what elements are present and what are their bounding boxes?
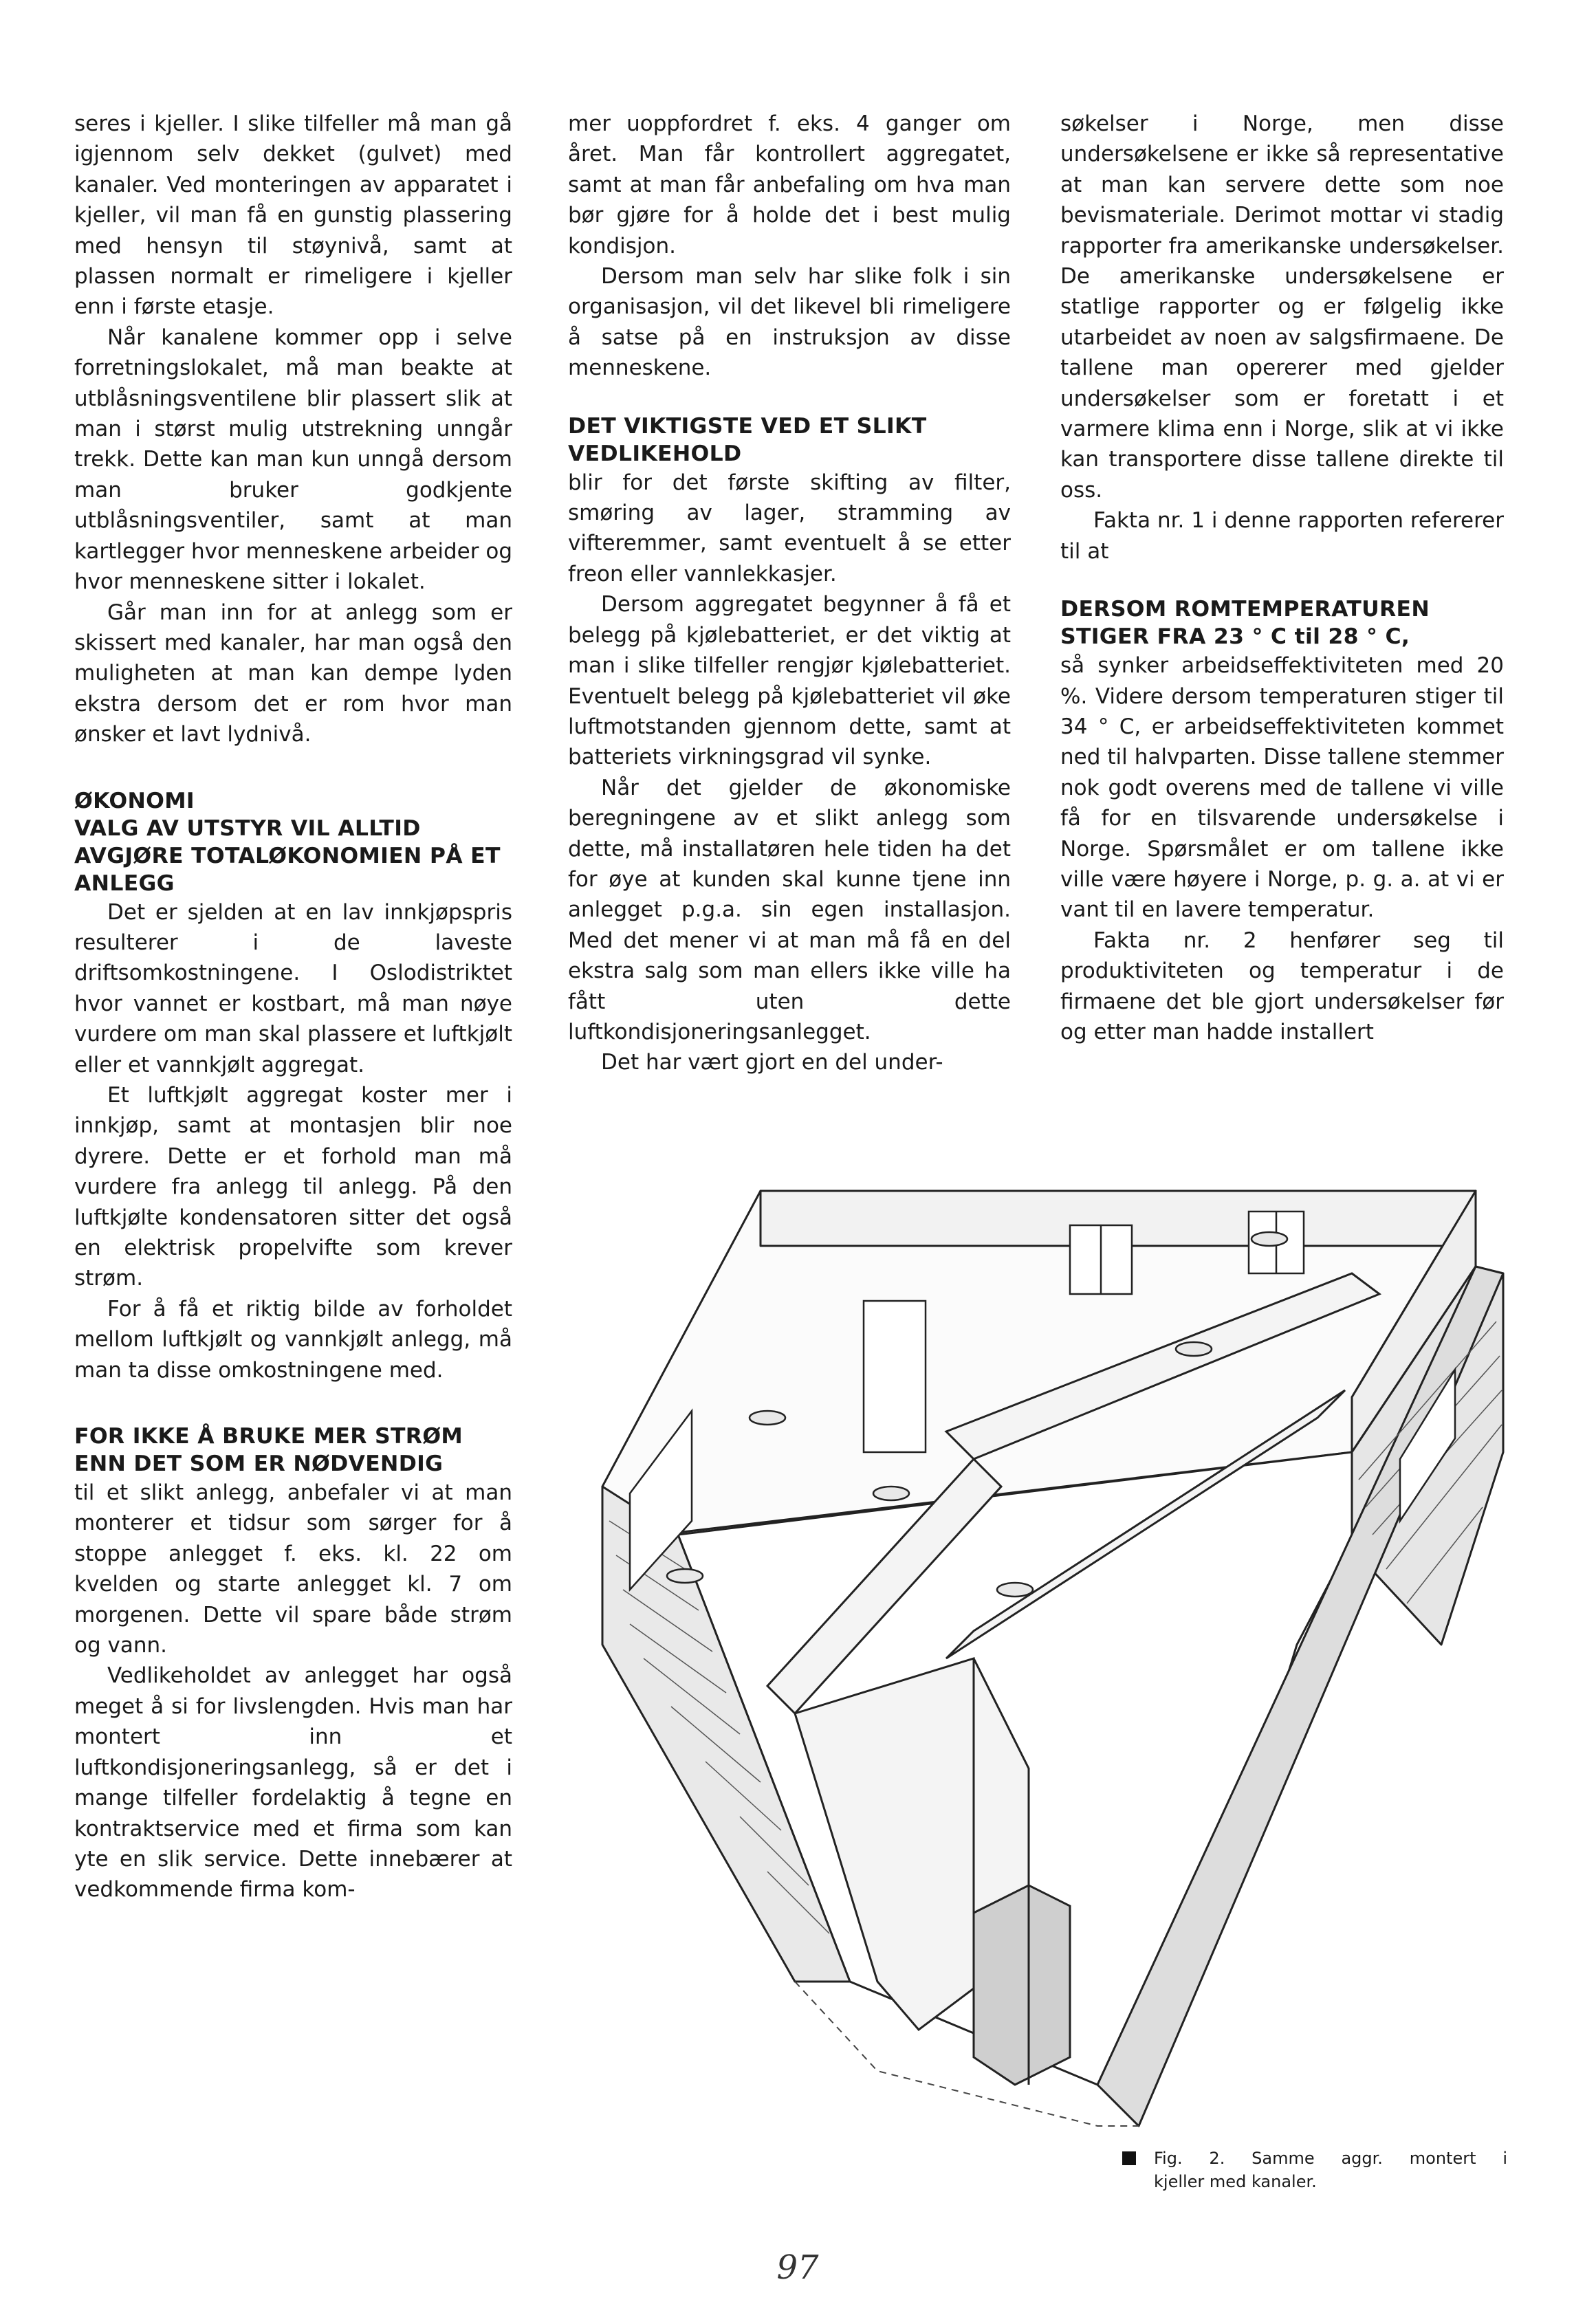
paragraph: mer uoppfordret f. eks. 4 ganger om året. Man får kontrollert aggregatet, samt at man får anbefaling om hva man bør gjøre for å holde det i best mulig kondisjon.	[568, 111, 1011, 259]
section-heading: ØKONOMI	[74, 788, 195, 813]
paragraph: til et slikt anlegg, anbefaler vi at man monterer et tidsur som sørger for å stoppe anlegget f. eks. kl. 22 om kvelden og starte anlegget kl. 7 om morgenen. Dette vil spare både strøm og vann.	[74, 1480, 512, 1658]
paragraph: Et luftkjølt aggregat koster mer i innkjøp, samt at montasjen blir noe dyrere. Dette er et forhold man må vurdere fra anlegg til anlegg. På den luftkjølte kondensatoren sitter det også en elektrisk propelvifte som krever strøm.	[74, 1082, 512, 1291]
black-square-marker-icon	[1122, 2151, 1136, 2165]
paragraph: Når kanalene kommer opp i selve forretningslokalet, må man beakte at utblåsningsventilene blir plassert slik at man i størst mulig utstrekning unngår trekk. Dette kan man kun unngå dersom man bruker godkjente utblåsningsventiler, samt at man kartlegger hvor menneskene arbeider og hvor menneskene sitter i lokalet.	[74, 325, 512, 595]
figure-caption	[1122, 2147, 1507, 2193]
caption-line-1: Fig. 2. Samme aggr. montert i	[1154, 2149, 1507, 2168]
paragraph: blir for det første skifting av filter, smøring av lager, stramming av vifteremmer, samt eventuelt å se etter freon eller vannlekkasjer.	[568, 470, 1011, 587]
paragraph: Går man inn for at anlegg som er skissert med kanaler, har man også den muligheten at man kan dempe lyden ekstra dersom det er rom hvor man ønsker et lavt lydnivå.	[74, 600, 512, 747]
paragraph: seres i kjeller. I slike tilfeller må man gå igjennom selv dekket (gulvet) med kanaler. Ved monteringen av apparatet i kjeller, vil man få en gunstig plassering med hensyn til støynivå, samt at plassen normalt er rimeligere i kjeller enn i første etasje.	[74, 111, 512, 320]
paragraph: så synker arbeidseffektiviteten med 20 %. Videre dersom temperaturen stiger til 34 ° C, er arbeidseffektiviteten kommet ned til halvparten. Disse tallene stemmer nok godt overens med de tallene vi ville få for en tilsvarende undersøkelse i Norge. Spørsmålet er om tallene ikke ville være høyere i Norge, p. g. a. at vi er vant til en lavere temperatur.	[1060, 653, 1504, 923]
air-conditioning-unit	[974, 1885, 1070, 2085]
paragraph: Det er sjelden at en lav innkjøpspris resulterer i de laveste driftsomkostningene. I Oslodistriktet hvor vannet er kostbart, må man nøye vurdere om man skal plassere et luftkjølt eller et vannkjølt aggregat.	[74, 899, 512, 1077]
door-icon	[864, 1301, 926, 1452]
section-subheading: VALG AV UTSTYR VIL ALLTID AVGJØRE TOTALØKONOMIEN PÅ ET ANLEGG	[74, 815, 501, 896]
section-heading: DET VIKTIGSTE VED ET SLIKT VEDLIKEHOLD	[568, 413, 927, 466]
paragraph: Fakta nr. 2 henfører seg til produktiviteten og temperatur i de firmaene det ble gjort undersøkelser før og etter man hadde installert	[1060, 928, 1504, 1044]
caption-line-2: kjeller med kanaler.	[1154, 2172, 1317, 2191]
room-sketch	[589, 1163, 1514, 2174]
paragraph: søkelser i Norge, men disse undersøkelsene er ikke så representative at man kan servere dette som noe bevismateriale. Derimot mottar vi stadig rapporter fra amerikanske undersøkelser. De amerikanske undersøkelsene er statlige rapporter og er følgelig ikke utarbeidet av noen av salgsfirmaene. De tallene man opererer med gjelder undersøkelser som er foretatt i et varmere klima enn i Norge, slik at vi ikke kan transportere disse tallene direkte til oss.	[1060, 111, 1504, 503]
page-number: 97	[776, 2248, 819, 2287]
paragraph: Dersom aggregatet begynner å få et belegg på kjølebatteriet, er det viktig at man i slike tilfeller rengjør kjølebatteriet. Eventuelt belegg på kjølebatteriet vil øke luftmotstanden gjennom dette, samt at batteriets virkningsgrad vil synke.	[568, 592, 1011, 770]
paragraph: Fakta nr. 1 i denne rapporten refererer til at	[1060, 508, 1504, 564]
text-column-3	[1060, 109, 1504, 1047]
section-heading: DERSOM ROMTEMPERATUREN STIGER FRA 23 ° C til 28 ° C,	[1060, 597, 1430, 650]
paragraph: Det har vært gjort en del under-	[601, 1050, 943, 1075]
text-column-1	[74, 109, 512, 1905]
duct-installation-illustration	[589, 1163, 1514, 2174]
paragraph: Dersom man selv har slike folk i sin organisasjon, vil det likevel bli rimeligere å satse på en instruksjon av disse menneskene.	[568, 264, 1011, 381]
paragraph: Vedlikeholdet av anlegget har også meget å si for livslengden. Hvis man har montert inn et luftkondisjoneringsanlegg, så er det i mange tilfeller fordelaktig å tegne en kontraktservice med et firma som kan yte en slik service. Dette innebærer at vedkommende firma kom-	[74, 1663, 512, 1903]
paragraph: Når det gjelder de økonomiske beregningene av et slikt anlegg som dette, må installatøren hele tiden ha det for øye at kunden skal kunne tjene inn anlegget p.g.a. sin egen installasjon. Med det mener vi at man må få en del ekstra salg som man ellers ikke ville ha fått uten dette luftkondisjoneringsanlegget.	[568, 775, 1011, 1044]
text-column-2	[568, 109, 1011, 1078]
paragraph: For å få et riktig bilde av forholdet mellom luftkjølt og vannkjølt anlegg, må man ta disse omkostningene med.	[74, 1296, 512, 1383]
section-heading: FOR IKKE Å BRUKE MER STRØM ENN DET SOM ER NØDVENDIG	[74, 1424, 463, 1477]
